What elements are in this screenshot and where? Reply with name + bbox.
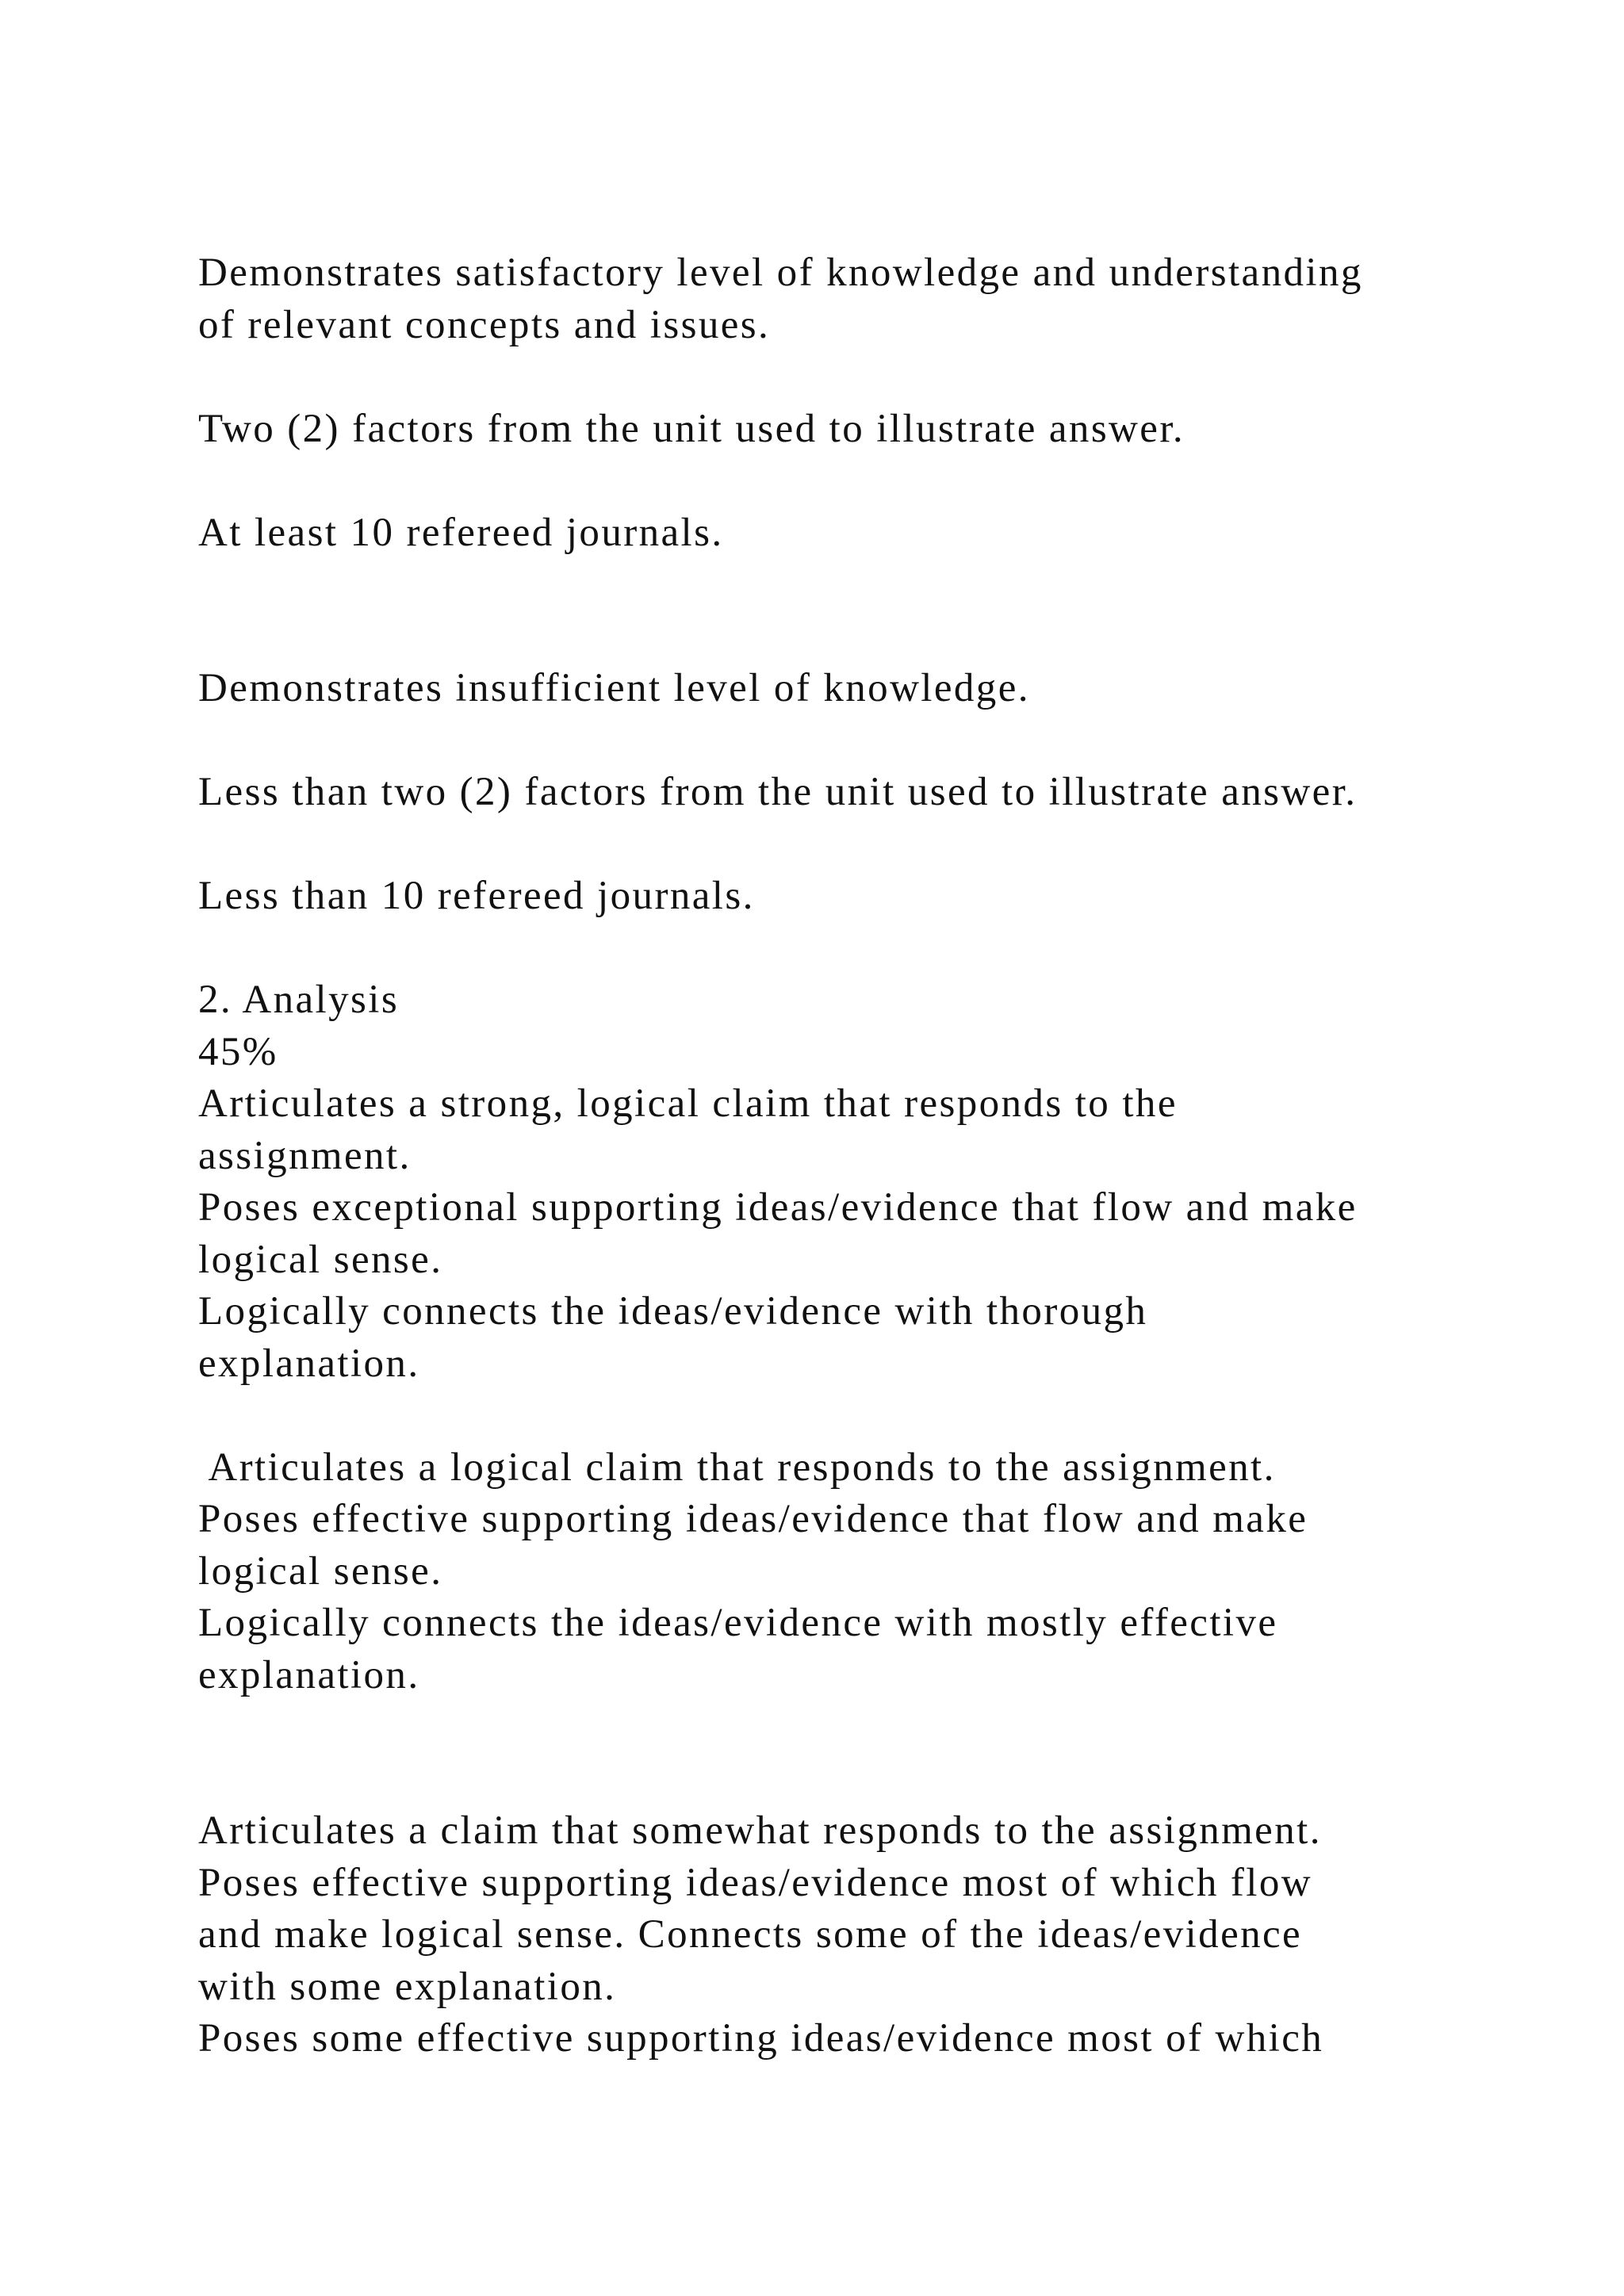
text-line: Less than two (2) factors from the unit used to illustrate answer. <box>198 770 1358 814</box>
text-line: Poses some effective supporting ideas/evidence most of which <box>198 2016 1324 2061</box>
text-line: Less than 10 refereed journals. <box>198 874 755 918</box>
text-line: Logically connects the ideas/evidence with thorough <box>198 1289 1148 1334</box>
document-body <box>198 247 1467 2065</box>
text-line: Poses effective supporting ideas/evidence most of which flow <box>198 1860 1313 1905</box>
text-line: Demonstrates satisfactory level of knowledge and understanding <box>198 251 1363 295</box>
text-line: Two (2) factors from the unit used to illustrate answer. <box>198 406 1185 451</box>
blank-line <box>198 1701 1467 1754</box>
blank-line <box>198 611 1467 664</box>
text-line: assignment. <box>198 1133 412 1178</box>
text-line: and make logical sense. Connects some of the ideas/evidence <box>198 1912 1303 1957</box>
text-line: Articulates a logical claim that responds to the assignment. <box>198 1445 1276 1490</box>
text-line: logical sense. <box>198 1548 443 1594</box>
text-line: Poses effective supporting ideas/evidence that flow and make <box>198 1497 1308 1541</box>
blank-line <box>198 559 1467 611</box>
text-line: Logically connects the ideas/evidence with mostly effective <box>198 1601 1278 1645</box>
section-heading: 2. Analysis <box>198 978 400 1022</box>
blank-line <box>198 351 1467 404</box>
text-line: explanation. <box>198 1341 420 1386</box>
text-line: Demonstrates insufficient level of knowledge. <box>198 666 1030 710</box>
text-line: Poses exceptional supporting ideas/evidence that flow and make <box>198 1185 1358 1230</box>
blank-line <box>198 923 1467 975</box>
text-line: with some explanation. <box>198 1964 617 2009</box>
blank-line <box>198 1754 1467 1806</box>
blank-line <box>198 715 1467 767</box>
text-line: Articulates a claim that somewhat responds to the assignment. <box>198 1808 1322 1853</box>
text-line: explanation. <box>198 1652 420 1697</box>
blank-line <box>198 455 1467 507</box>
text-line: Articulates a strong, logical claim that responds to the <box>198 1081 1178 1126</box>
blank-line <box>198 819 1467 871</box>
section-weight: 45% <box>198 1029 278 1074</box>
text-line: of relevant concepts and issues. <box>198 302 771 347</box>
text-line: At least 10 refereed journals. <box>198 510 724 555</box>
blank-line <box>198 1390 1467 1442</box>
text-line: logical sense. <box>198 1237 443 1282</box>
